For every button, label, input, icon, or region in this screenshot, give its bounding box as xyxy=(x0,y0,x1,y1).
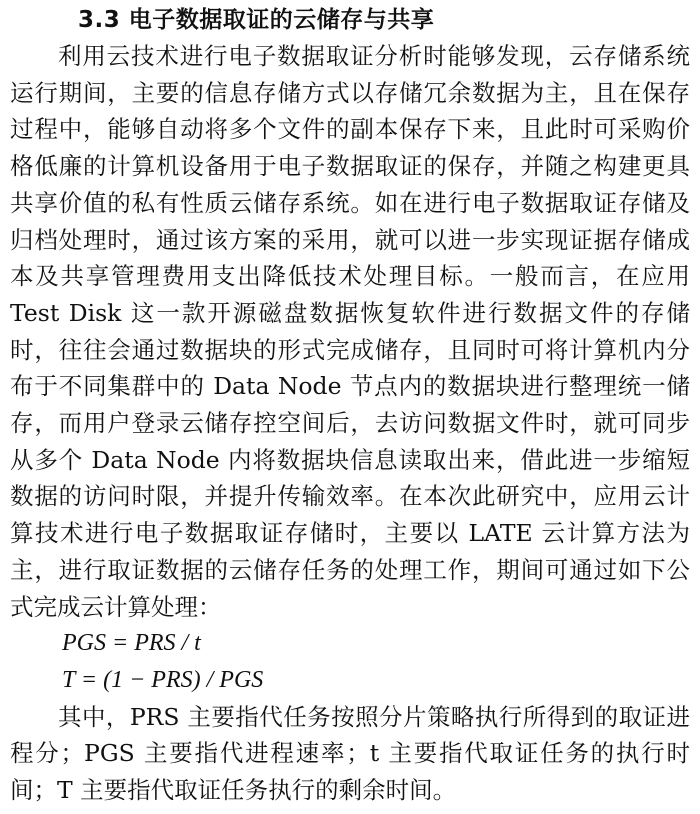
body-paragraph: 利用云技术进行电子数据取证分析时能够发现，云存储系统运行期间，主要的信息存储方式以存储冗余数据为主，且在保存过程中，能够自动将多个文件的副本保存下来，且此时可采购价格低廉的计算机设备用于电子数据取证的保存，并随之构建更具共享价值的私有性质云储存系统。如在进行电子数据取证存储及归档处理时，通过该方案的采用，就可以进一步实现证据存储成本及共享管理费用支出降低技术处理目标。一般而言，在应用 Test Disk 这一款开源磁盘数据恢复软件进行数据文件的存储时，往往会通过数据块的形式完成储存，且同时可将计算机内分布于不同集群中的 Data Node 节点内的数据块进行整理统一储存，而用户登录云储存控空间后，去访问数据文件时，就可同步从多个 Data Node 内将数据块信息读取出来，借此进一步缩短数据的访问时限，并提升传输效率。在本次此研究中，应用云计算技术进行电子数据取证存储时，主要以 LATE 云计算方法为主，进行取证数据的云储存任务的处理工作，期间可通过如下公式完成云计算处理： xyxy=(10,42,690,621)
section-heading: 3.3 电子数据取证的云储存与共享 xyxy=(78,7,435,33)
formula-remaining-time: T = (1 − PRS) / PGS xyxy=(62,666,264,693)
formula-pgs: PGS = PRS / t xyxy=(62,630,201,657)
variable-explanation-paragraph: 其中，PRS 主要指代任务按照分片策略执行所得到的取证进程分；PGS 主要指代进程速率；t 主要指代取证任务的执行时间；T 主要指代取证任务执行的剩余时间。 xyxy=(10,702,690,805)
formula-block xyxy=(10,625,690,698)
